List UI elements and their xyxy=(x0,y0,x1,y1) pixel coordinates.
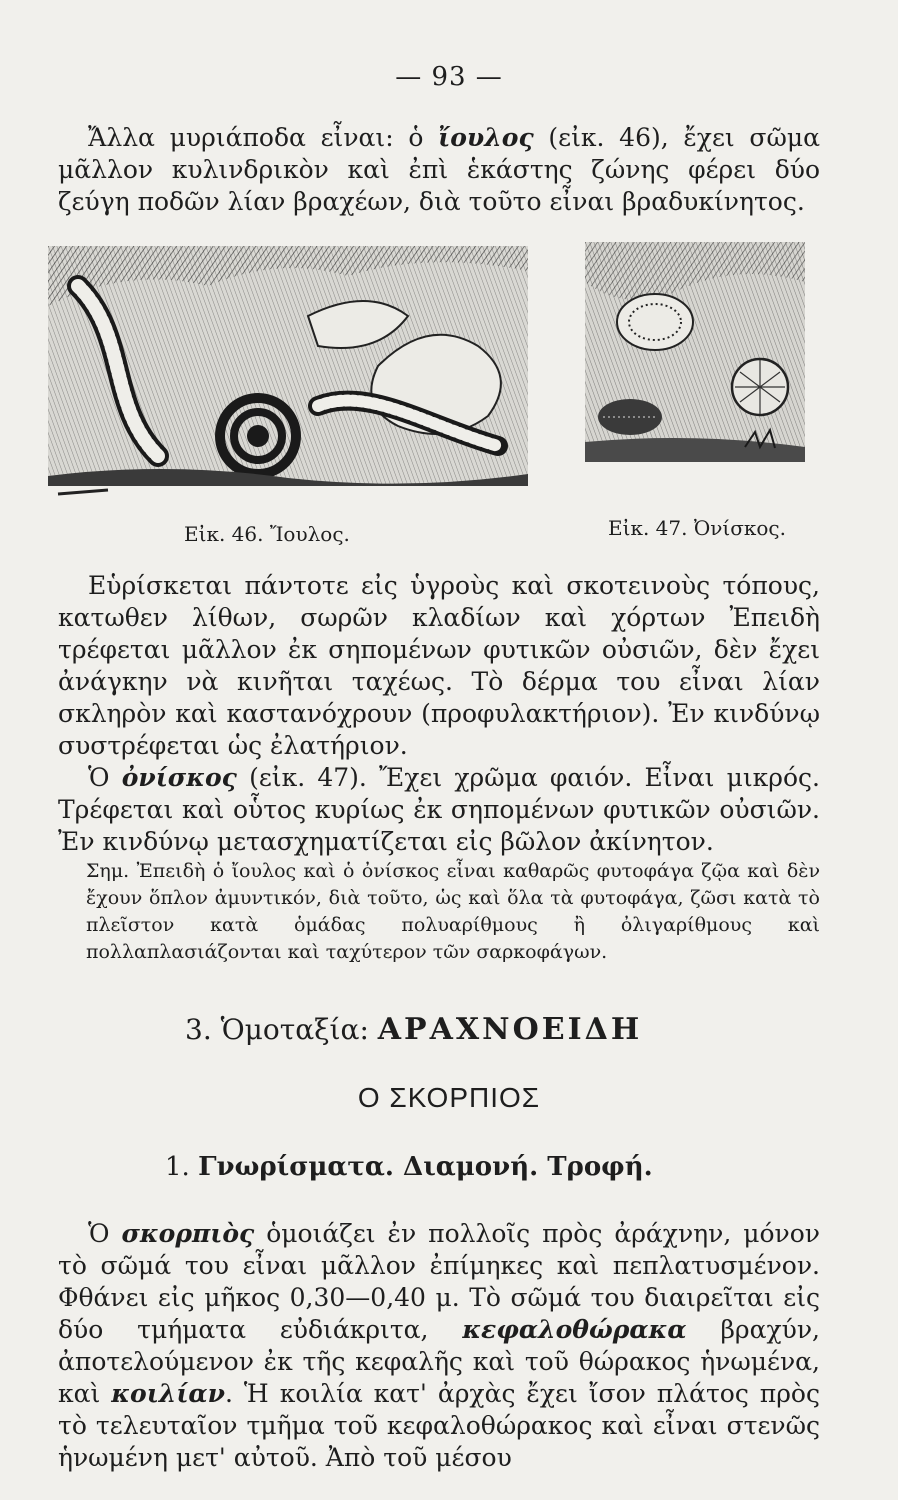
page-number: — 93 — xyxy=(395,62,503,92)
term-kefalothorax: κεφαλοθώρακα xyxy=(462,1315,687,1344)
paragraph-millipede-habitat: Εὑρίσκεται πάντοτε εἰς ὑγροὺς καὶ σκοτεινοὺς τόπους, κατωθεν λίθων, σωρῶν κλαδίων καὶ χόρτων Ἐπειδὴ τρέφεται μᾶλλον ἐκ σηπομένων φυτικῶν οὐσιῶν, δὲν ἔχει ἀνάγκην νὰ κινῆται ταχέως. Τὸ δέρμα του εἶναι λίαν σκληρὸν καὶ καστανόχρουν (προφυλακτήριον). Ἐν κινδύνῳ συστρέφεται ὡς ἐλατήριον. xyxy=(58,571,820,760)
paragraph-scorpion-description: Ὁ σκορπιὸς ὁμοιάζει ἐν πολλοῖς πρὸς ἀράχνην, μόνον τὸ σῶμά του εἶναι μᾶλλον ἐπίμηκες καὶ πεπλατυσμένον. Φθάνει εἰς μῆκος 0,30—0,40 μ. Τὸ σῶμά του διαιρεῖται εἰς δύο τμήματα εὐδιάκριτα, κεφαλοθώρακα βραχύν, ἀποτελούμενον ἐκ τῆς κεφαλῆς καὶ τοῦ θώρακος ἡνωμένα, καὶ κοιλίαν. Ἡ κοιλία κατ' ἀρχὰς ἔχει ἴσον πλάτος πρὸς τὸ τελευταῖον τμῆμα τοῦ κεφαλοθώρακος καὶ εἶναι στενῶς ἡνωμένη μετ' αὐτοῦ. Ἀπὸ τοῦ μέσου xyxy=(58,1219,820,1472)
figure-47-woodlouse-illustration xyxy=(585,242,805,480)
paragraph-millipede-intro: Ἄλλα μυριάποδα εἶναι: ὁ ἴουλος (εἰκ. 46), ἔχει σῶμα μᾶλλον κυλινδρικὸν καὶ ἐπὶ ἑκάστης ζώνης φέρει δύο ζεύγη ποδῶν λίαν βραχέων, διὰ τοῦτο εἶναι βραδυκίνητος. xyxy=(58,123,821,216)
term-koilia: κοιλίαν xyxy=(111,1379,226,1408)
paragraph-woodlouse: Ὁ ὀνίσκος (εἰκ. 47). Ἔχει χρῶμα φαιόν. Εἶναι μικρός. Τρέφεται καὶ οὗτος κυρίως ἐκ σηπομένων φυτικῶν οὐσιῶν. Ἐν κινδύνῳ μετασχηματίζεται εἰς βῶλον ἀκίνητον. xyxy=(58,763,820,856)
figure-46-caption: Εἰκ. 46. Ἴουλος. xyxy=(184,522,350,546)
subsection-heading: 1. Γνωρίσματα. Διαμονή. Τροφή. xyxy=(165,1152,653,1182)
class-heading: 3. Ὁμοταξία: ΑΡΑΧΝΟΕΙΔΗ xyxy=(185,1012,643,1047)
term-ioulos: ἴουλος xyxy=(438,123,534,152)
term-oniskos: ὀνίσκος xyxy=(121,763,237,792)
section-title-scorpion: Ο ΣΚΟΡΠΙΟΣ xyxy=(357,1082,541,1113)
figure-47-caption: Εἰκ. 47. Ὀνίσκος. xyxy=(608,516,786,540)
note-herbivores: Σημ. Ἐπειδὴ ὁ ἴουλος καὶ ὁ ὀνίσκος εἶναι καθαρῶς φυτοφάγα ζῷα καὶ δὲν ἔχουν ὅπλον ἀμυντικόν, διὰ τοῦτο, ὡς καὶ ὅλα τὰ φυτοφάγα, ζῶσι κατὰ τὸ πλεῖστον κατὰ ὁμάδας πολυαρίθμους ἢ ὀλιγαρίθμους καὶ πολλαπλασιάζονται καὶ ταχύτερον τῶν σαρκοφάγων. xyxy=(86,860,820,963)
class-name-arachnoidea: ΑΡΑΧΝΟΕΙΔΗ xyxy=(377,1012,643,1047)
figure-46-millipede-illustration xyxy=(48,246,528,504)
term-skorpios: σκορπιὸς xyxy=(121,1219,255,1248)
